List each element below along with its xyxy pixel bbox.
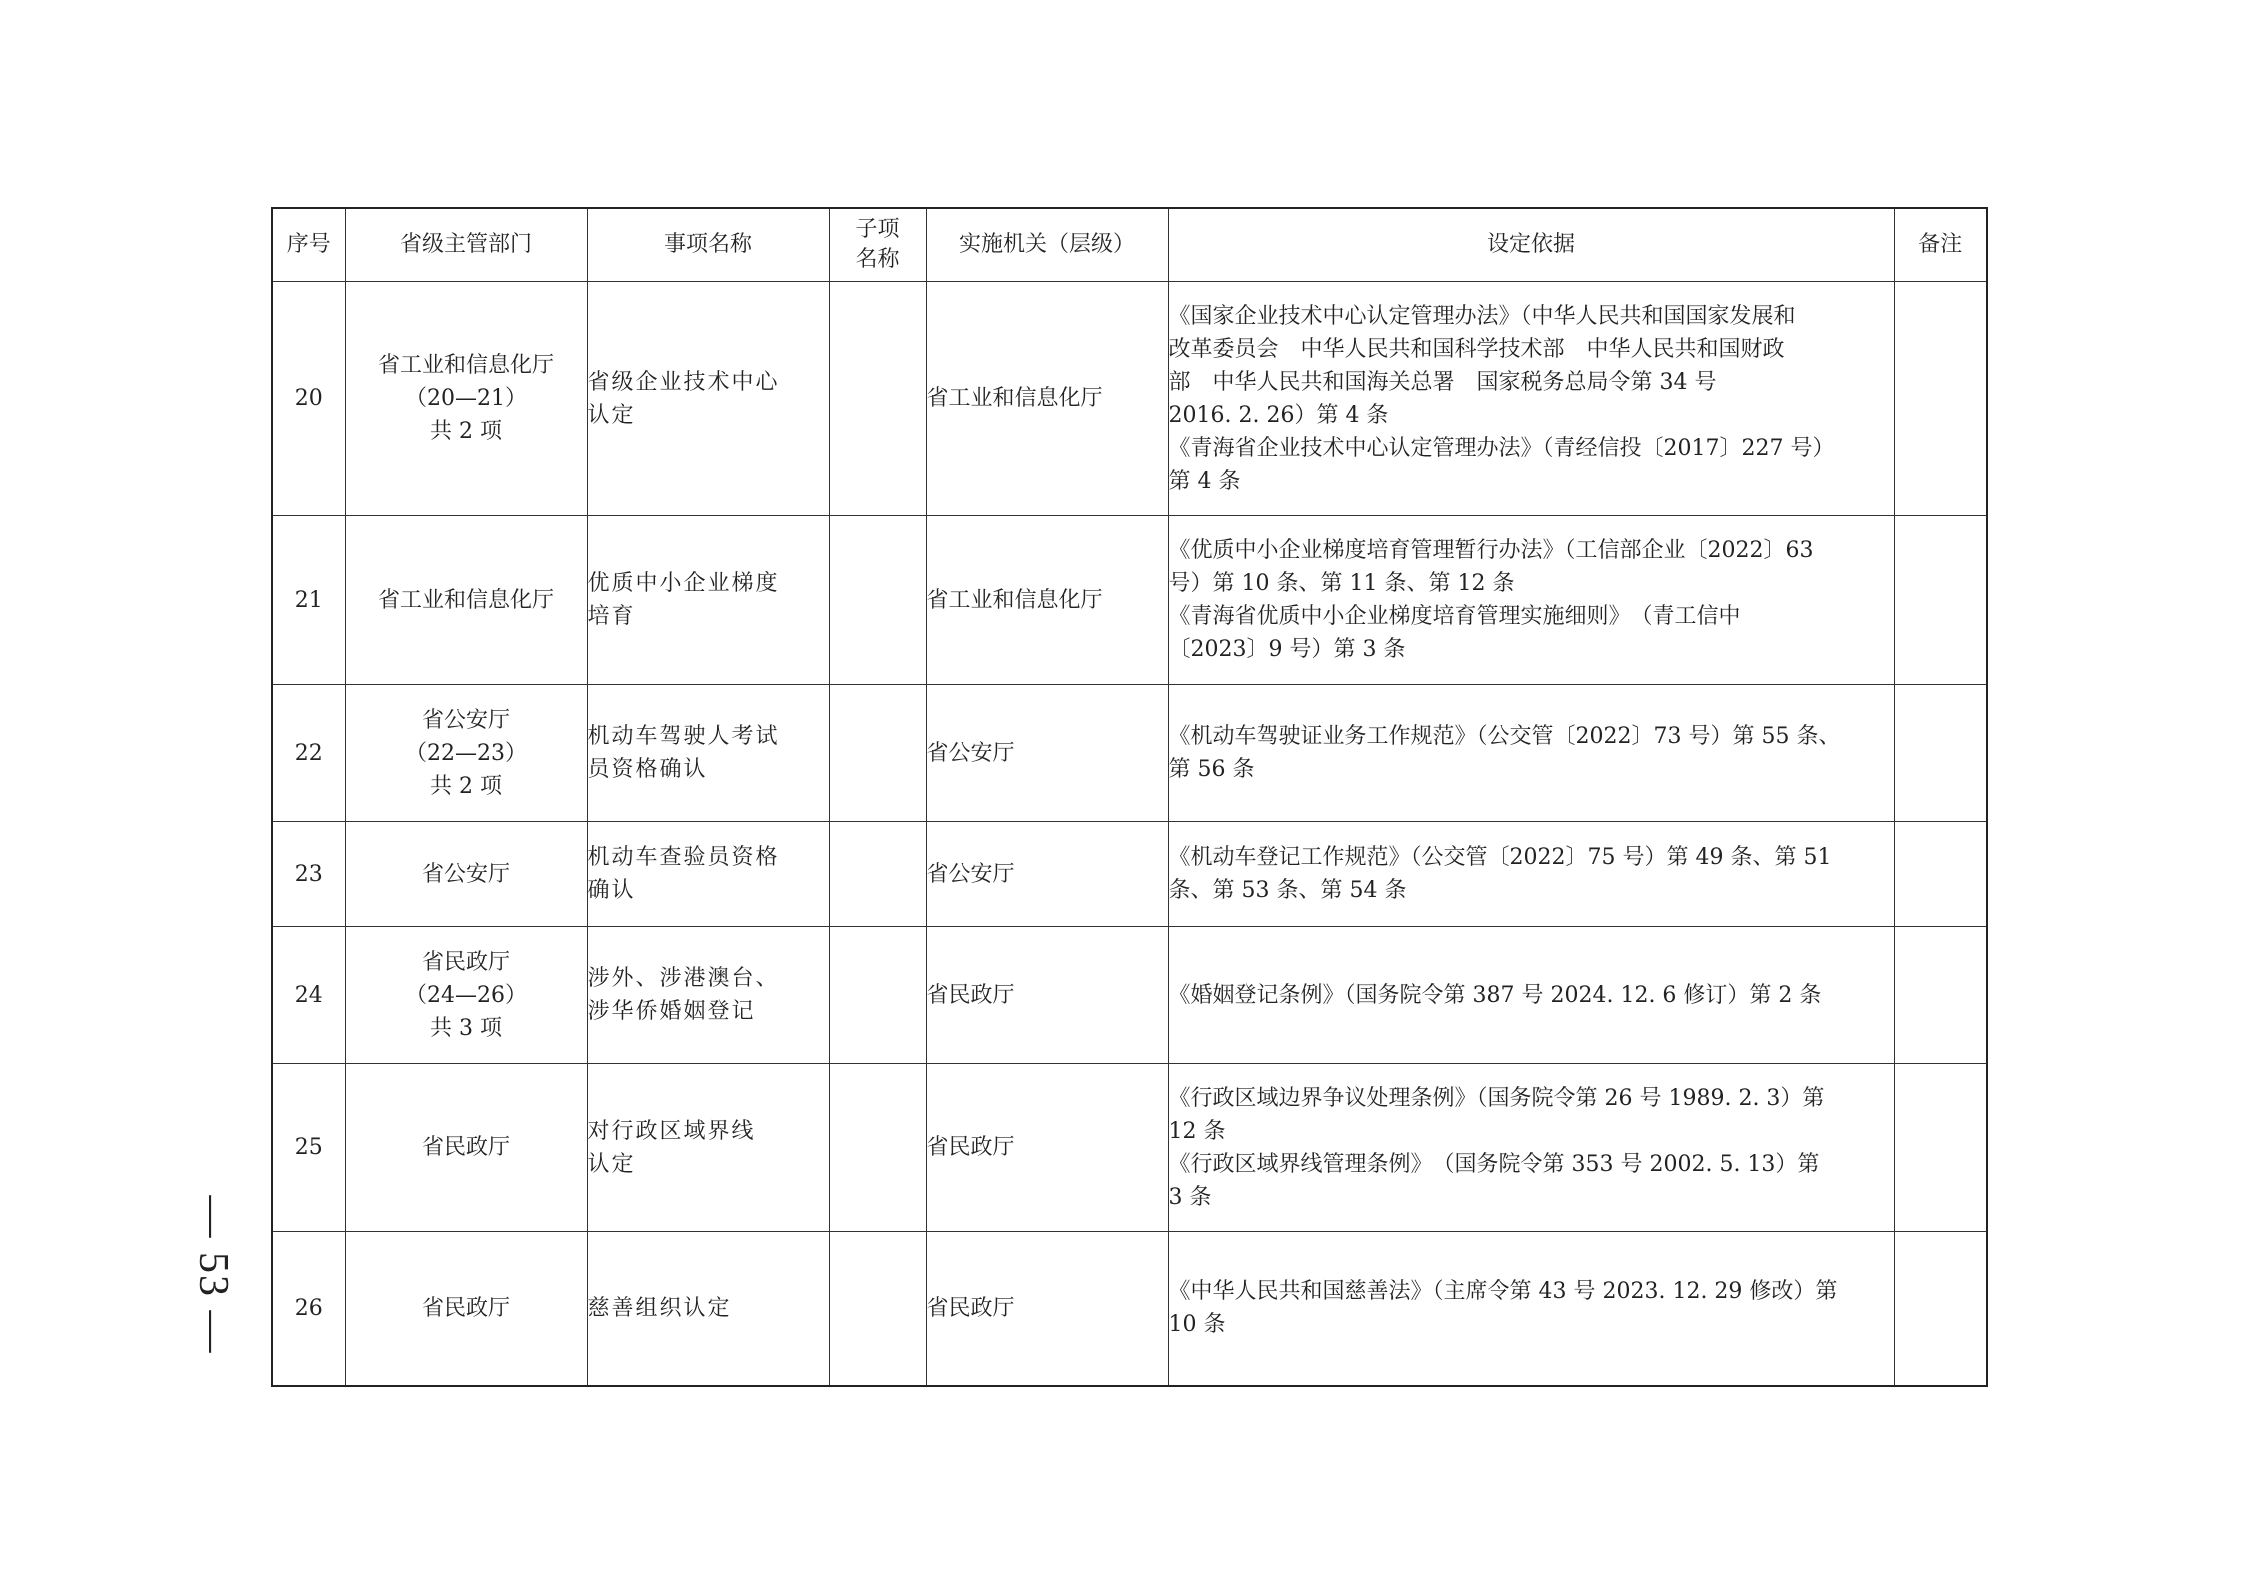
row-agency: 省公安厅 bbox=[926, 822, 1168, 927]
row-basis bbox=[1168, 282, 1894, 516]
dept-line: 省民政厅 bbox=[421, 1295, 510, 1321]
header-row bbox=[272, 208, 1987, 282]
row-item bbox=[587, 516, 829, 685]
table-row bbox=[272, 685, 1987, 822]
table-row bbox=[272, 822, 1987, 927]
row-agency: 省公安厅 bbox=[926, 685, 1168, 822]
header-sub: 子项 名称 bbox=[829, 208, 926, 282]
row-note bbox=[1894, 822, 1987, 927]
row-note bbox=[1894, 282, 1987, 516]
row-basis bbox=[1168, 516, 1894, 685]
row-dept bbox=[345, 282, 587, 516]
row-seq: 26 bbox=[272, 1232, 345, 1386]
row-dept bbox=[345, 1064, 587, 1232]
row-item bbox=[587, 685, 829, 822]
row-agency: 省民政厅 bbox=[926, 1232, 1168, 1386]
row-agency: 省民政厅 bbox=[926, 1064, 1168, 1232]
item-line: 认定 bbox=[587, 402, 636, 428]
header-seq: 序号 bbox=[272, 208, 345, 282]
table-row bbox=[272, 516, 1987, 685]
page-number: — 53 — bbox=[190, 1195, 236, 1355]
row-sub bbox=[829, 282, 926, 516]
row-item bbox=[587, 282, 829, 516]
row-sub bbox=[829, 516, 926, 685]
basis-line: 12 条 bbox=[1168, 1118, 1226, 1144]
row-basis bbox=[1168, 1064, 1894, 1232]
basis-line: 2016. 2. 26）第 4 条 bbox=[1168, 402, 1389, 428]
table-header bbox=[272, 208, 1987, 282]
header-note: 备注 bbox=[1894, 208, 1987, 282]
row-dept bbox=[345, 1232, 587, 1386]
basis-line: 《机动车登记工作规范》（公交管〔2022〕75 号）第 49 条、第 51 bbox=[1168, 845, 1832, 870]
row-agency: 省工业和信息化厅 bbox=[926, 516, 1168, 685]
row-seq: 22 bbox=[272, 685, 345, 822]
item-line: 机动车查验员资格 bbox=[587, 845, 780, 870]
item-line: 省级企业技术中心 bbox=[587, 369, 780, 395]
item-line: 确认 bbox=[587, 878, 636, 903]
header-basis: 设定依据 bbox=[1168, 208, 1894, 282]
row-seq: 23 bbox=[272, 822, 345, 927]
dept-line: 省民政厅 bbox=[421, 949, 510, 975]
row-note bbox=[1894, 685, 1987, 822]
dept-line: 省公安厅 bbox=[421, 707, 510, 733]
dept-line: （20—21） bbox=[405, 386, 527, 411]
row-sub bbox=[829, 927, 926, 1064]
item-line: 涉华侨婚姻登记 bbox=[587, 999, 756, 1024]
basis-line: 《优质中小企业梯度培育管理暂行办法》（工信部企业〔2022〕63 bbox=[1168, 538, 1814, 563]
basis-line: 《青海省优质中小企业梯度培育管理实施细则》 （青工信中 bbox=[1168, 604, 1741, 629]
basis-line: 〔2023〕9 号）第 3 条 bbox=[1168, 637, 1406, 662]
table-body bbox=[272, 282, 1987, 1386]
basis-line: 《婚姻登记条例》（国务院令第 387 号 2024. 12. 6 修订）第 2 条 bbox=[1168, 982, 1822, 1008]
row-agency: 省工业和信息化厅 bbox=[926, 282, 1168, 516]
row-sub bbox=[829, 1064, 926, 1232]
row-dept bbox=[345, 516, 587, 685]
basis-line: 第 4 条 bbox=[1168, 468, 1241, 494]
row-item bbox=[587, 927, 829, 1064]
administrative-items-table bbox=[271, 207, 1988, 1387]
row-dept bbox=[345, 927, 587, 1064]
row-note bbox=[1894, 516, 1987, 685]
dept-line: （22—23） bbox=[405, 740, 527, 766]
row-seq: 25 bbox=[272, 1064, 345, 1232]
basis-line: 改革委员会 中华人民共和国科学技术部 中华人民共和国财政 bbox=[1168, 336, 1785, 362]
dept-line: 共 3 项 bbox=[430, 1015, 502, 1041]
row-basis bbox=[1168, 1232, 1894, 1386]
table-row bbox=[272, 282, 1987, 516]
row-item bbox=[587, 822, 829, 927]
row-seq: 20 bbox=[272, 282, 345, 516]
basis-line: 部 中华人民共和国海关总署 国家税务总局令第 34 号 bbox=[1168, 369, 1717, 395]
row-basis bbox=[1168, 685, 1894, 822]
dept-line: 省公安厅 bbox=[421, 861, 510, 887]
row-seq: 24 bbox=[272, 927, 345, 1064]
row-basis bbox=[1168, 927, 1894, 1064]
row-dept bbox=[345, 822, 587, 927]
basis-line: 《国家企业技术中心认定管理办法》（中华人民共和国国家发展和 bbox=[1168, 303, 1796, 329]
row-note bbox=[1894, 927, 1987, 1064]
item-line: 对行政区域界线 bbox=[587, 1118, 756, 1144]
dept-line: （24—26） bbox=[405, 982, 527, 1008]
item-line: 培育 bbox=[587, 604, 636, 629]
row-agency: 省民政厅 bbox=[926, 927, 1168, 1064]
row-note bbox=[1894, 1064, 1987, 1232]
basis-line: 10 条 bbox=[1168, 1312, 1226, 1338]
basis-line: 《行政区域界线管理条例》 （国务院令第 353 号 2002. 5. 13）第 bbox=[1168, 1151, 1820, 1177]
basis-line: 第 56 条 bbox=[1168, 757, 1255, 782]
item-line: 员资格确认 bbox=[587, 757, 708, 782]
row-note bbox=[1894, 1232, 1987, 1386]
table-row bbox=[272, 1064, 1987, 1232]
basis-line: 《青海省企业技术中心认定管理办法》（青经信投〔2017〕227 号） bbox=[1168, 435, 1835, 461]
row-sub bbox=[829, 685, 926, 822]
row-item bbox=[587, 1064, 829, 1232]
table-row bbox=[272, 1232, 1987, 1386]
dept-line: 省工业和信息化厅 bbox=[377, 353, 554, 378]
item-line: 优质中小企业梯度 bbox=[587, 571, 780, 596]
item-line: 慈善组织认定 bbox=[587, 1295, 732, 1321]
basis-line: 条、第 53 条、第 54 条 bbox=[1168, 878, 1407, 903]
row-dept bbox=[345, 685, 587, 822]
dept-line: 共 2 项 bbox=[430, 419, 502, 444]
row-seq: 21 bbox=[272, 516, 345, 685]
item-line: 机动车驾驶人考试 bbox=[587, 724, 780, 749]
row-item bbox=[587, 1232, 829, 1386]
header-agency: 实施机关（层级） bbox=[926, 208, 1168, 282]
header-item: 事项名称 bbox=[587, 208, 829, 282]
basis-line: 《中华人民共和国慈善法》（主席令第 43 号 2023. 12. 29 修改）第 bbox=[1168, 1279, 1838, 1305]
row-sub bbox=[829, 1232, 926, 1386]
dept-line: 省民政厅 bbox=[421, 1135, 510, 1160]
basis-line: 3 条 bbox=[1168, 1184, 1212, 1210]
header-dept: 省级主管部门 bbox=[345, 208, 587, 282]
row-basis bbox=[1168, 822, 1894, 927]
basis-line: 《机动车驾驶证业务工作规范》（公交管〔2022〕73 号）第 55 条、 bbox=[1168, 724, 1841, 749]
item-line: 涉外、涉港澳台、 bbox=[587, 966, 780, 991]
basis-line: 《行政区域边界争议处理条例》（国务院令第 26 号 1989. 2. 3）第 bbox=[1168, 1085, 1825, 1111]
row-sub bbox=[829, 822, 926, 927]
item-line: 认定 bbox=[587, 1151, 636, 1177]
basis-line: 号）第 10 条、第 11 条、第 12 条 bbox=[1168, 571, 1515, 596]
table-row bbox=[272, 927, 1987, 1064]
dept-line: 省工业和信息化厅 bbox=[377, 587, 554, 613]
dept-line: 共 2 项 bbox=[430, 773, 502, 799]
